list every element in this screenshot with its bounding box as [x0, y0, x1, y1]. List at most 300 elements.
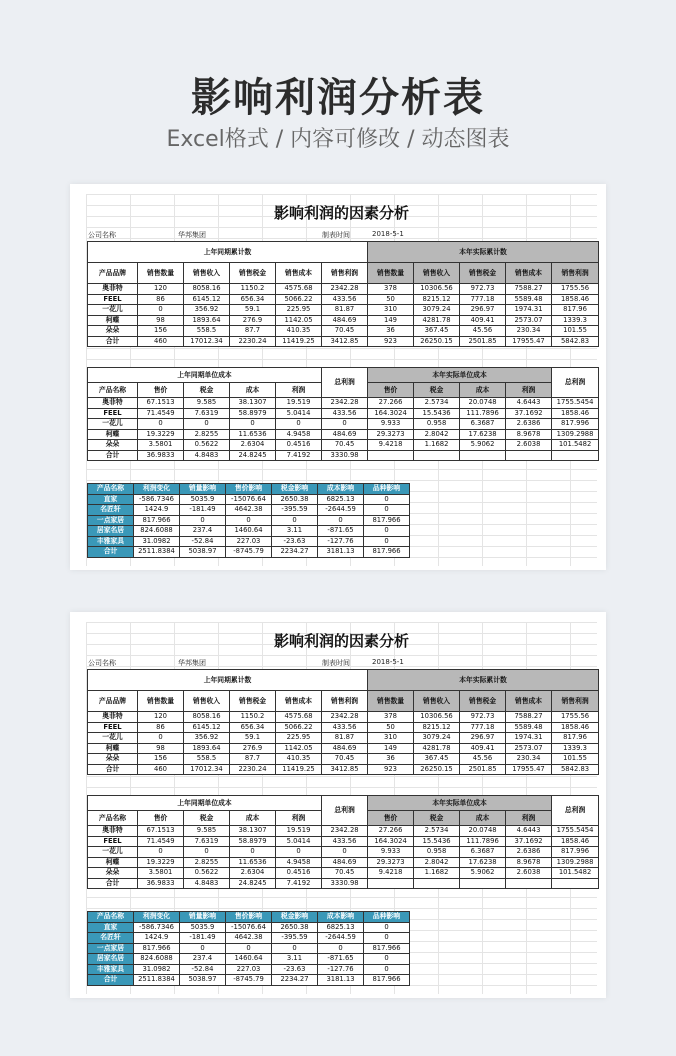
column-header: 税金 — [414, 383, 460, 398]
company-label: 公司名称 — [88, 659, 116, 667]
table-cell: -181.49 — [180, 933, 226, 944]
table-cell: 0 — [364, 526, 410, 537]
table-cell: 2573.07 — [506, 743, 552, 754]
table-cell: 2.8255 — [184, 857, 230, 868]
table-cell: 2650.38 — [272, 494, 318, 505]
table-cell: 101.55 — [552, 326, 599, 337]
table-cell: 0 — [184, 419, 230, 430]
table-cell: 484.69 — [322, 743, 368, 754]
table-cell: 4.8483 — [184, 878, 230, 889]
table-cell: 17955.47 — [506, 764, 552, 775]
table-cell: 1974.31 — [506, 733, 552, 744]
table-cell: 1858.46 — [552, 836, 599, 847]
table-cell: 1.1682 — [414, 868, 460, 879]
column-header: 成本 — [230, 383, 276, 398]
table-cell: 484.69 — [322, 857, 368, 868]
table-cell: 4575.68 — [276, 284, 322, 295]
table-cell: 8215.12 — [414, 294, 460, 305]
unit-cost-table — [87, 795, 599, 889]
table-cell: 3330.98 — [322, 878, 368, 889]
table-cell: 276.9 — [230, 315, 276, 326]
table-cell: 923 — [368, 336, 414, 347]
table-cell: 817.966 — [364, 515, 410, 526]
table-cell: 36.9833 — [138, 878, 184, 889]
column-header: 售价 — [138, 383, 184, 398]
table-cell: -127.76 — [318, 536, 364, 547]
table-cell: 2501.85 — [460, 336, 506, 347]
table-cell: 38.1307 — [230, 826, 276, 837]
table-cell: 164.3024 — [368, 408, 414, 419]
table-cell: -2644.59 — [318, 933, 364, 944]
table-cell: 310 — [368, 733, 414, 744]
column-header: 销售税金 — [230, 263, 276, 284]
table-cell: -2644.59 — [318, 505, 364, 516]
column-header: 销售数量 — [368, 263, 414, 284]
table-cell: 一花儿 — [88, 847, 138, 858]
table-cell: 17.6238 — [460, 429, 506, 440]
table-cell: 0 — [364, 933, 410, 944]
table-cell: 237.4 — [180, 954, 226, 965]
table-cell: 433.56 — [322, 408, 368, 419]
table-cell: 4.6443 — [506, 826, 552, 837]
table-cell: 149 — [368, 315, 414, 326]
table-cell: 合计 — [88, 336, 138, 347]
table-cell: 409.41 — [460, 315, 506, 326]
table-cell: 1755.56 — [552, 712, 599, 723]
table-cell — [460, 450, 506, 461]
table-cell: 0 — [230, 419, 276, 430]
table-cell: 1309.2988 — [552, 857, 599, 868]
group-header-this-year: 本年实际单位成本 — [368, 796, 552, 811]
table-cell: 2650.38 — [272, 922, 318, 933]
table-cell: 3412.85 — [322, 336, 368, 347]
table-cell: 37.1692 — [506, 408, 552, 419]
table-cell: 6.3687 — [460, 419, 506, 430]
table-row — [88, 733, 599, 744]
table-cell: 20.0748 — [460, 826, 506, 837]
sheet-meta — [86, 230, 597, 240]
table-cell: 2342.28 — [322, 826, 368, 837]
column-header: 销售收入 — [414, 691, 460, 712]
table-cell: 10306.56 — [414, 712, 460, 723]
table-cell: 直家 — [88, 494, 134, 505]
table-cell: 101.5482 — [552, 868, 599, 879]
table-row — [88, 294, 599, 305]
group-header-last-year: 上年同期单位成本 — [88, 368, 322, 383]
table-row — [88, 505, 410, 516]
table-cell: 6.3687 — [460, 847, 506, 858]
table-cell: 5.9062 — [460, 440, 506, 451]
column-header: 销售收入 — [414, 263, 460, 284]
table-row — [88, 836, 599, 847]
table-cell: 5842.83 — [552, 764, 599, 775]
table-cell: 2.6038 — [506, 440, 552, 451]
table-cell: 972.73 — [460, 284, 506, 295]
table-cell: 2230.24 — [230, 764, 276, 775]
table-cell: 149 — [368, 743, 414, 754]
table-cell: -586.7346 — [134, 494, 180, 505]
table-cell: 0 — [364, 494, 410, 505]
table-row — [88, 419, 599, 430]
total-profit-header: 总利润 — [552, 368, 599, 398]
table-cell: 0 — [364, 964, 410, 975]
table-row — [88, 494, 410, 505]
table-cell: 227.03 — [226, 536, 272, 547]
table-cell: 2.6386 — [506, 419, 552, 430]
table-row — [88, 398, 599, 409]
table-cell: 367.45 — [414, 754, 460, 765]
table-cell: 1974.31 — [506, 305, 552, 316]
column-header: 售价影响 — [226, 912, 272, 923]
table-row — [88, 954, 410, 965]
column-header: 销量影响 — [180, 484, 226, 495]
table-row — [88, 263, 599, 284]
table-cell: -23.63 — [272, 536, 318, 547]
table-cell: 0 — [138, 305, 184, 316]
total-profit-header: 总利润 — [322, 796, 368, 826]
column-header: 利润 — [506, 811, 552, 826]
table-cell: 433.56 — [322, 836, 368, 847]
table-cell: 0 — [272, 943, 318, 954]
table-cell: 3.5801 — [138, 868, 184, 879]
table-cell: 19.519 — [276, 398, 322, 409]
table-cell — [506, 878, 552, 889]
table-cell: 2230.24 — [230, 336, 276, 347]
table-cell: 296.97 — [460, 733, 506, 744]
table-cell: 5589.48 — [506, 722, 552, 733]
table-cell: 2501.85 — [460, 764, 506, 775]
table-cell: 4575.68 — [276, 712, 322, 723]
table-row — [88, 722, 599, 733]
column-header: 利润变化 — [134, 484, 180, 495]
table-cell: 20.0748 — [460, 398, 506, 409]
group-header-this-year: 本年实际累计数 — [368, 670, 599, 691]
table-cell: 2.6304 — [230, 440, 276, 451]
column-header: 成本影响 — [318, 912, 364, 923]
table-cell: -23.63 — [272, 964, 318, 975]
table-cell: 0 — [364, 954, 410, 965]
table-cell: 0 — [276, 847, 322, 858]
table-cell: 7.4192 — [276, 450, 322, 461]
table-cell: 460 — [138, 764, 184, 775]
profit-impact-table — [87, 911, 410, 986]
table-cell: 2573.07 — [506, 315, 552, 326]
table-cell: 0.958 — [414, 847, 460, 858]
table-row — [88, 315, 599, 326]
table-cell: 0 — [138, 733, 184, 744]
table-cell: 31.0982 — [134, 964, 180, 975]
table-cell: 7588.27 — [506, 284, 552, 295]
column-header: 销售数量 — [368, 691, 414, 712]
table-cell: 3181.13 — [318, 547, 364, 558]
table-cell: 朵朵 — [88, 326, 138, 337]
table-cell: 合计 — [88, 547, 134, 558]
table-cell: 26250.15 — [414, 336, 460, 347]
table-cell: 817.966 — [364, 975, 410, 986]
table-cell: 356.92 — [184, 733, 230, 744]
table-row — [88, 933, 410, 944]
table-cell: 484.69 — [322, 315, 368, 326]
table-cell: 0 — [272, 515, 318, 526]
table-cell: -127.76 — [318, 964, 364, 975]
table-cell: 1150.2 — [230, 712, 276, 723]
table-cell: 0 — [138, 847, 184, 858]
table-cell: 86 — [138, 722, 184, 733]
table-cell: 19.3229 — [138, 857, 184, 868]
table-cell: 1893.64 — [184, 743, 230, 754]
table-cell: 6145.12 — [184, 722, 230, 733]
column-header: 售价影响 — [226, 484, 272, 495]
table-cell: 8215.12 — [414, 722, 460, 733]
group-header-this-year: 本年实际累计数 — [368, 242, 599, 263]
column-header: 利润 — [276, 383, 322, 398]
table-cell: 6825.13 — [318, 494, 364, 505]
hero-subtitle: Excel格式 / 内容可修改 / 动态图表 — [166, 127, 510, 152]
table-cell: 58.8979 — [230, 408, 276, 419]
table-cell: 19.3229 — [138, 429, 184, 440]
table-cell: 奥菲特 — [88, 284, 138, 295]
table-cell: 356.92 — [184, 305, 230, 316]
table-row — [88, 515, 410, 526]
table-cell: 11.6536 — [230, 857, 276, 868]
table-cell: 5035.9 — [180, 494, 226, 505]
table-row — [88, 754, 599, 765]
table-cell: 8.9678 — [506, 857, 552, 868]
table-cell: 410.35 — [276, 326, 322, 337]
table-cell: 居家名居 — [88, 954, 134, 965]
table-cell: 86 — [138, 294, 184, 305]
table-cell — [414, 450, 460, 461]
table-cell: 一花儿 — [88, 733, 138, 744]
table-row — [88, 429, 599, 440]
column-header: 产品名称 — [88, 383, 138, 398]
table-cell: 柯蝶 — [88, 315, 138, 326]
table-cell: 4281.78 — [414, 743, 460, 754]
unit-cost-table — [87, 367, 599, 461]
table-cell: 柯蝶 — [88, 743, 138, 754]
table-cell: 296.97 — [460, 305, 506, 316]
total-profit-header: 总利润 — [552, 796, 599, 826]
table-cell: 0.4516 — [276, 440, 322, 451]
column-header: 销售税金 — [460, 691, 506, 712]
table-cell: 9.4218 — [368, 440, 414, 451]
table-cell: 70.45 — [322, 754, 368, 765]
table-cell: 817.966 — [364, 547, 410, 558]
table-cell: 120 — [138, 284, 184, 295]
column-header: 销售成本 — [506, 263, 552, 284]
table-cell: 5038.97 — [180, 547, 226, 558]
table-cell: 36 — [368, 326, 414, 337]
table-cell: FEEL — [88, 408, 138, 419]
company-value: 华邦集团 — [178, 659, 206, 667]
table-cell: 直家 — [88, 922, 134, 933]
table-cell: -8745.79 — [226, 975, 272, 986]
table-cell: 1150.2 — [230, 284, 276, 295]
table-cell: 276.9 — [230, 743, 276, 754]
table-cell: 656.34 — [230, 294, 276, 305]
date-value: 2018-5-1 — [372, 658, 404, 666]
table-cell: 0.5622 — [184, 440, 230, 451]
table-row — [88, 336, 599, 347]
column-header: 税金 — [184, 811, 230, 826]
table-cell: 合计 — [88, 878, 138, 889]
column-header: 利润 — [276, 811, 322, 826]
profit-impact-table — [87, 483, 410, 558]
table-row — [88, 691, 599, 712]
table-cell — [368, 878, 414, 889]
group-header-last-year: 上年同期累计数 — [88, 242, 368, 263]
table-cell: 0 — [276, 419, 322, 430]
table-cell: 433.56 — [322, 722, 368, 733]
table-row — [88, 712, 599, 723]
table-row — [88, 440, 599, 451]
table-cell — [368, 450, 414, 461]
table-cell: 2511.8384 — [134, 975, 180, 986]
table-cell: FEEL — [88, 836, 138, 847]
company-value: 华邦集团 — [178, 231, 206, 239]
table-cell: 70.45 — [322, 868, 368, 879]
table-cell: 6825.13 — [318, 922, 364, 933]
table-cell: 5038.97 — [180, 975, 226, 986]
table-cell: 9.933 — [368, 419, 414, 430]
company-label: 公司名称 — [88, 231, 116, 239]
table-cell: 156 — [138, 754, 184, 765]
column-header: 销售利润 — [552, 691, 599, 712]
table-cell: 8.9678 — [506, 429, 552, 440]
table-cell: 2.5734 — [414, 826, 460, 837]
table-cell: 5.0414 — [276, 408, 322, 419]
preview-card — [70, 612, 606, 998]
table-cell: 柯蝶 — [88, 429, 138, 440]
table-cell: 164.3024 — [368, 836, 414, 847]
table-cell: 5.9062 — [460, 868, 506, 879]
table-cell: 101.5482 — [552, 440, 599, 451]
table-cell: 24.8245 — [230, 878, 276, 889]
table-cell: 227.03 — [226, 964, 272, 975]
table-cell: 4.9458 — [276, 429, 322, 440]
table-cell: 1858.46 — [552, 408, 599, 419]
table-cell: 8058.16 — [184, 712, 230, 723]
table-cell: 朵朵 — [88, 440, 138, 451]
table-cell: 15.5436 — [414, 408, 460, 419]
column-header: 税金 — [414, 811, 460, 826]
table-row — [88, 670, 599, 691]
table-cell: 4642.38 — [226, 933, 272, 944]
table-cell: 5.0414 — [276, 836, 322, 847]
table-row — [88, 826, 599, 837]
table-cell: 923 — [368, 764, 414, 775]
date-label: 制表时间 — [322, 231, 350, 239]
table-cell: 410.35 — [276, 754, 322, 765]
table-cell: 71.4549 — [138, 408, 184, 419]
table-cell: 0.5622 — [184, 868, 230, 879]
column-header: 成本 — [230, 811, 276, 826]
table-cell: 合计 — [88, 975, 134, 986]
table-cell: 4.9458 — [276, 857, 322, 868]
column-header: 销售收入 — [184, 691, 230, 712]
column-header: 产品名称 — [88, 484, 134, 495]
table-cell: 5589.48 — [506, 294, 552, 305]
table-row — [88, 922, 410, 933]
table-cell: 67.1513 — [138, 398, 184, 409]
table-cell: 71.4549 — [138, 836, 184, 847]
table-cell: 一点家居 — [88, 515, 134, 526]
sheet-title: 影响利润的因素分析 — [273, 632, 409, 650]
table-cell: 36.9833 — [138, 450, 184, 461]
table-cell: 1142.05 — [276, 315, 322, 326]
table-cell: 50 — [368, 294, 414, 305]
column-header: 产品名称 — [88, 912, 134, 923]
column-header: 成本 — [460, 811, 506, 826]
table-cell: 101.55 — [552, 754, 599, 765]
table-cell: 237.4 — [180, 526, 226, 537]
table-cell: 29.3273 — [368, 429, 414, 440]
table-cell: FEEL — [88, 294, 138, 305]
table-cell: 3.5801 — [138, 440, 184, 451]
table-cell: 1309.2988 — [552, 429, 599, 440]
table-cell: 972.73 — [460, 712, 506, 723]
table-cell: 111.7896 — [460, 408, 506, 419]
table-cell: 1755.5454 — [552, 398, 599, 409]
table-row — [88, 868, 599, 879]
table-cell: 367.45 — [414, 326, 460, 337]
table-cell: 1755.5454 — [552, 826, 599, 837]
column-header: 销售税金 — [230, 691, 276, 712]
table-cell: 奥菲特 — [88, 826, 138, 837]
table-row — [88, 284, 599, 295]
table-cell: 29.3273 — [368, 857, 414, 868]
table-cell: 合计 — [88, 764, 138, 775]
column-header: 销售成本 — [506, 691, 552, 712]
table-cell: 0 — [180, 943, 226, 954]
table-cell: 225.95 — [276, 733, 322, 744]
column-header: 售价 — [138, 811, 184, 826]
table-cell: 817.966 — [364, 943, 410, 954]
table-cell: 17955.47 — [506, 336, 552, 347]
table-cell: 1142.05 — [276, 743, 322, 754]
table-cell: 2.6038 — [506, 868, 552, 879]
table-cell: 26250.15 — [414, 764, 460, 775]
sales-summary-table — [87, 241, 599, 347]
table-cell: 15.5436 — [414, 836, 460, 847]
table-cell: 27.266 — [368, 826, 414, 837]
table-cell: 7.4192 — [276, 878, 322, 889]
table-cell: 67.1513 — [138, 826, 184, 837]
column-header: 售价 — [368, 811, 414, 826]
table-cell: 58.8979 — [230, 836, 276, 847]
column-header: 利润变化 — [134, 912, 180, 923]
table-cell: 11419.25 — [276, 764, 322, 775]
column-header: 销售收入 — [184, 263, 230, 284]
table-cell: 59.1 — [230, 733, 276, 744]
table-cell: 36 — [368, 754, 414, 765]
table-row — [88, 326, 599, 337]
table-cell: 777.18 — [460, 294, 506, 305]
table-row — [88, 796, 599, 811]
table-cell: -52.84 — [180, 536, 226, 547]
table-cell: 87.7 — [230, 326, 276, 337]
table-cell: 7.6319 — [184, 836, 230, 847]
table-cell: 98 — [138, 743, 184, 754]
table-cell: 2234.27 — [272, 547, 318, 558]
table-cell: 98 — [138, 315, 184, 326]
table-cell: 230.34 — [506, 326, 552, 337]
table-cell: FEEL — [88, 722, 138, 733]
table-cell: 2.6304 — [230, 868, 276, 879]
table-cell: 0.4516 — [276, 868, 322, 879]
table-row — [88, 878, 599, 889]
column-header: 销售利润 — [552, 263, 599, 284]
